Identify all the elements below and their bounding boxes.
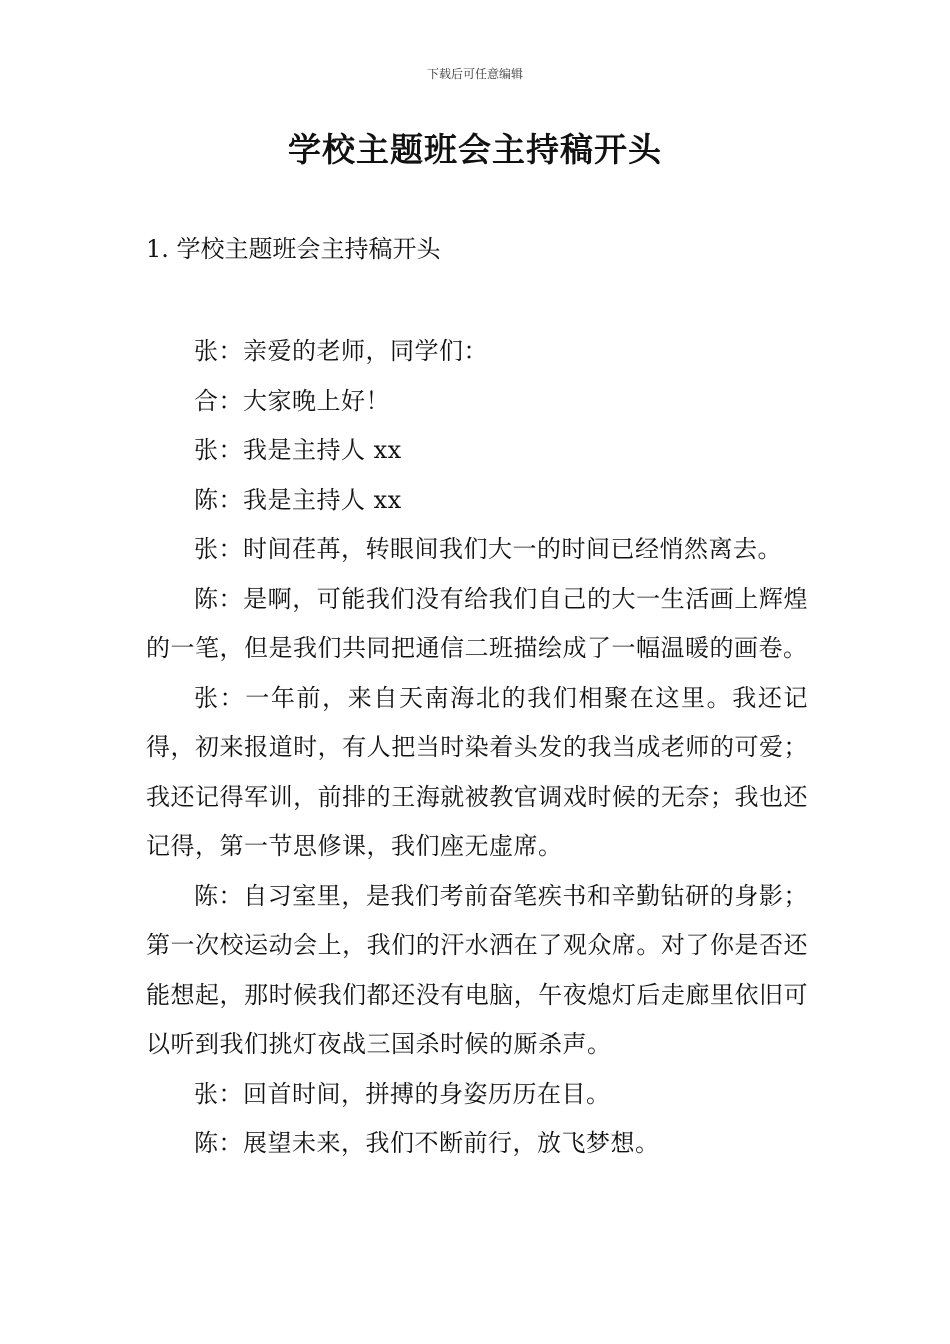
paragraph-chorus: 合：大家晚上好！ xyxy=(194,386,390,415)
paragraph-memories-one: 张：一年前，来自天南海北的我们相聚在这里。我还记得，初来报道时，有人把当时染着头发的我当成老师的可爱；我还记得军训，前排的王海就被教官调戏时候的无奈；我也还记得，第一节思修课，我们座无虚席。 xyxy=(146,683,808,860)
paragraph-time-passing: 张：时间荏苒，转眼间我们大一的时间已经悄然离去。 xyxy=(194,535,782,563)
section-heading: 1. 学校主题班会主持稿开头 xyxy=(146,235,441,263)
header-note: 下载后可任意编辑 xyxy=(426,67,523,81)
paragraph-looking-forward: 陈：展望未来，我们不断前行，放飞梦想。 xyxy=(194,1129,660,1157)
document-title: 学校主题班会主持稿开头 xyxy=(288,130,662,169)
paragraph-greeting: 张：亲爱的老师，同学们： xyxy=(194,337,488,365)
paragraph-memories-two: 陈：自习室里，是我们考前奋笔疾书和辛勤钻研的身影；第一次校运动会上，我们的汗水洒在了观众席。对了你是否还能想起，那时候我们都还没有电脑，午夜熄灯后走廊里依旧可以听到我们挑灯夜战三国杀时候的厮杀声。 xyxy=(146,881,808,1058)
paragraph-class-picture: 陈：是啊，可能我们没有给我们自己的大一生活画上辉煌的一笔，但是我们共同把通信二班描绘成了一幅温暖的画卷。 xyxy=(146,584,808,662)
paragraph-host-zhang-intro: 张：我是主持人 xx xyxy=(194,436,402,464)
document-body xyxy=(146,327,808,1169)
paragraph-host-chen-intro: 陈：我是主持人 xx xyxy=(194,485,402,514)
paragraph-looking-back: 张：回首时间，拼搏的身姿历历在目。 xyxy=(194,1079,611,1108)
